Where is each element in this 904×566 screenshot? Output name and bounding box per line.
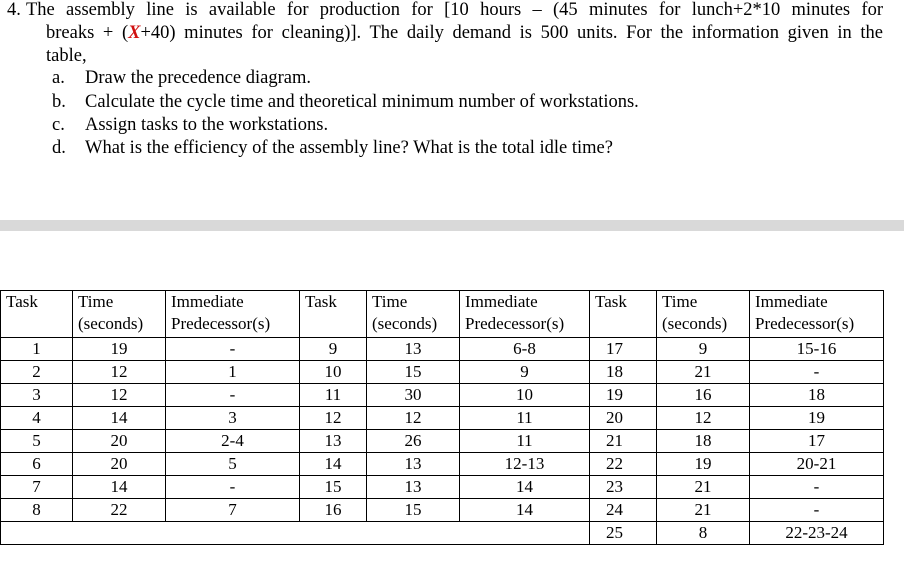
time-cell: 21: [657, 499, 750, 522]
time-cell: 15: [367, 361, 460, 384]
task-cell: 9: [300, 338, 367, 361]
time-cell: 13: [367, 476, 460, 499]
predecessor-cell: 2-4: [166, 430, 300, 453]
time-cell: 12: [367, 407, 460, 430]
predecessor-cell: 18: [750, 384, 884, 407]
time-cell: 21: [657, 361, 750, 384]
empty-cell: [1, 522, 590, 545]
predecessor-cell: -: [166, 476, 300, 499]
task-cell: 3: [1, 384, 73, 407]
table-row: [1, 407, 884, 430]
header-time: [657, 291, 750, 338]
header-predecessor: [750, 291, 884, 338]
time-cell: 22: [73, 499, 166, 522]
header-predecessor: [460, 291, 590, 338]
predecessor-cell: 5: [166, 453, 300, 476]
header-pred-line1: Immediate: [465, 292, 538, 311]
time-cell: 12: [657, 407, 750, 430]
task-cell: 17: [590, 338, 657, 361]
predecessor-cell: 10: [460, 384, 590, 407]
task-cell: 2: [1, 361, 73, 384]
predecessor-cell: -: [750, 476, 884, 499]
question-line-2: [46, 22, 883, 45]
task-cell: 12: [300, 407, 367, 430]
predecessor-cell: 6-8: [460, 338, 590, 361]
predecessor-cell: 14: [460, 499, 590, 522]
item-label: b.: [52, 92, 66, 112]
time-cell: 8: [657, 522, 750, 545]
task-cell: 22: [590, 453, 657, 476]
table-header-row: [1, 291, 884, 338]
predecessor-cell: -: [166, 384, 300, 407]
predecessor-cell: 11: [460, 430, 590, 453]
predecessor-cell: 22-23-24: [750, 522, 884, 545]
task-cell: 23: [590, 476, 657, 499]
item-label: a.: [52, 68, 65, 88]
task-cell: 13: [300, 430, 367, 453]
predecessor-cell: 14: [460, 476, 590, 499]
table-row: [1, 430, 884, 453]
task-cell: 16: [300, 499, 367, 522]
task-cell: 20: [590, 407, 657, 430]
table-body: [1, 338, 884, 545]
time-cell: 21: [657, 476, 750, 499]
task-cell: 1: [1, 338, 73, 361]
time-cell: 26: [367, 430, 460, 453]
time-cell: 20: [73, 430, 166, 453]
table-row: [1, 453, 884, 476]
time-cell: 30: [367, 384, 460, 407]
task-cell: 4: [1, 407, 73, 430]
item-text: Assign tasks to the workstations.: [85, 115, 329, 135]
task-cell: 7: [1, 476, 73, 499]
header-time-line2: (seconds): [78, 314, 144, 333]
task-cell: 15: [300, 476, 367, 499]
time-cell: 13: [367, 338, 460, 361]
question-line-2-start: breaks + (: [46, 23, 129, 43]
predecessor-cell: -: [750, 361, 884, 384]
header-pred-line2: Predecessor(s): [755, 314, 855, 333]
table-row: [1, 522, 884, 545]
time-cell: 14: [73, 476, 166, 499]
time-cell: 19: [73, 338, 166, 361]
header-time-line1: Time: [78, 292, 114, 311]
task-cell: 19: [590, 384, 657, 407]
table-row: [1, 384, 884, 407]
task-cell: 14: [300, 453, 367, 476]
time-cell: 12: [73, 384, 166, 407]
predecessor-cell: -: [166, 338, 300, 361]
question-number: 4.: [7, 0, 21, 20]
predecessor-cell: 19: [750, 407, 884, 430]
predecessor-cell: 7: [166, 499, 300, 522]
predecessor-cell: -: [750, 499, 884, 522]
item-label: c.: [52, 115, 65, 135]
task-cell: 6: [1, 453, 73, 476]
variable-x: X: [128, 23, 141, 43]
time-cell: 20: [73, 453, 166, 476]
task-cell: 24: [590, 499, 657, 522]
table-row: [1, 476, 884, 499]
table-row: [1, 361, 884, 384]
header-time: [73, 291, 166, 338]
time-cell: 15: [367, 499, 460, 522]
section-divider: [0, 220, 904, 231]
task-cell: 10: [300, 361, 367, 384]
item-text: Calculate the cycle time and theoretical minimum number of workstations.: [85, 92, 639, 112]
header-task: Task: [590, 291, 657, 338]
predecessor-cell: 12-13: [460, 453, 590, 476]
task-cell: 11: [300, 384, 367, 407]
header-time-line2: (seconds): [372, 314, 438, 333]
predecessor-cell: 3: [166, 407, 300, 430]
time-cell: 19: [657, 453, 750, 476]
predecessor-cell: 20-21: [750, 453, 884, 476]
header-time-line1: Time: [372, 292, 408, 311]
time-cell: 14: [73, 407, 166, 430]
time-cell: 16: [657, 384, 750, 407]
time-cell: 12: [73, 361, 166, 384]
predecessor-cell: 11: [460, 407, 590, 430]
header-predecessor: [166, 291, 300, 338]
task-cell: 8: [1, 499, 73, 522]
question-line-1: The assembly line is available for production for [10 hours – (45 minutes for lunch+2*10 minutes for: [26, 0, 883, 20]
predecessor-cell: 9: [460, 361, 590, 384]
predecessor-cell: 1: [166, 361, 300, 384]
question-line-3: table,: [46, 46, 87, 66]
task-cell: 21: [590, 430, 657, 453]
header-task: Task: [300, 291, 367, 338]
item-text: What is the efficiency of the assembly line? What is the total idle time?: [85, 138, 613, 158]
header-pred-line1: Immediate: [171, 292, 244, 311]
header-pred-line2: Predecessor(s): [171, 314, 271, 333]
predecessor-cell: 17: [750, 430, 884, 453]
header-time: [367, 291, 460, 338]
header-time-line2: (seconds): [662, 314, 728, 333]
predecessor-cell: 15-16: [750, 338, 884, 361]
header-task: Task: [1, 291, 73, 338]
item-label: d.: [52, 138, 66, 158]
header-time-line1: Time: [662, 292, 698, 311]
task-table: [0, 290, 884, 545]
time-cell: 18: [657, 430, 750, 453]
header-pred-line1: Immediate: [755, 292, 828, 311]
item-text: Draw the precedence diagram.: [85, 68, 311, 88]
question-line-2-end: +40) minutes for cleaning)]. The daily demand is 500 units. For the information given in the: [140, 23, 883, 43]
task-cell: 5: [1, 430, 73, 453]
table-row: [1, 499, 884, 522]
header-pred-line2: Predecessor(s): [465, 314, 565, 333]
time-cell: 9: [657, 338, 750, 361]
task-cell: 18: [590, 361, 657, 384]
table-row: [1, 338, 884, 361]
time-cell: 13: [367, 453, 460, 476]
task-cell: 25: [590, 522, 657, 545]
